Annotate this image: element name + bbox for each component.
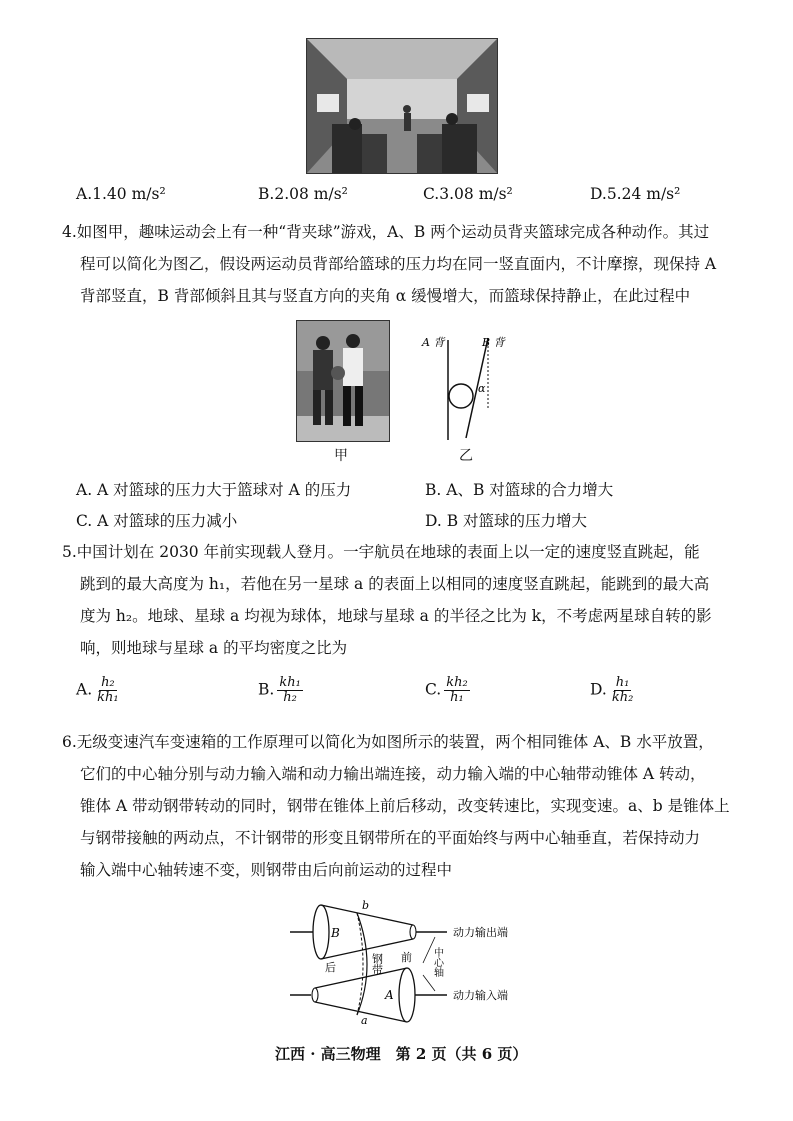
label-point-b: b bbox=[362, 899, 370, 912]
top-option-d: D.5.24 m/s² bbox=[590, 185, 681, 203]
train-interior-photo bbox=[306, 38, 498, 174]
q5-line-4: 响，则地球与星球 a 的平均密度之比为 bbox=[80, 639, 348, 657]
label-input-end: 动力输入端 bbox=[453, 989, 508, 1002]
q4-line-2: 程可以简化为图乙，假设两运动员背部给篮球的压力均在同一竖直面内，不计摩擦，现保持 A bbox=[80, 255, 717, 273]
top-option-c: C.3.08 m/s² bbox=[423, 185, 513, 203]
q6-line-4: 与钢带接触的两动点，不计钢带的形变且钢带所在的平面始终与两中心轴垂直，若保持动力 bbox=[80, 829, 701, 847]
q4-option-a: A. A 对篮球的压力大于篮球对 A 的压力 bbox=[76, 481, 352, 499]
q5-line-2: 跳到的最大高度为 h₁，若他在另一星球 a 的表面上以相同的速度竖直跳起，能跳到的最大高 bbox=[80, 575, 710, 593]
q5-option-a: A. $\frac{\text{h₂}}{\text{kh₁}}$ bbox=[76, 675, 119, 705]
top-option-b: B.2.08 m/s² bbox=[258, 185, 348, 203]
players-illustration bbox=[297, 321, 389, 441]
back-ball-game-photo bbox=[296, 320, 390, 442]
label-cone-a: A bbox=[385, 988, 394, 1002]
axis-leader-bottom bbox=[423, 975, 435, 991]
page-footer: 江西 · 高三物理 第 2 页（共 6 页） bbox=[275, 1045, 528, 1063]
q6-line-5: 输入端中心轴转速不变，则钢带由后向前运动的过程中 bbox=[80, 861, 453, 879]
q6-line-3: 锥体 A 带动钢带转动的同时，钢带在锥体上前后移动，改变转速比，实现变速。a、b 是锥体上 bbox=[80, 797, 730, 815]
label-b-back: B 背 bbox=[482, 336, 505, 349]
cvt-cone-diagram bbox=[285, 895, 555, 1025]
basketball-circle bbox=[449, 384, 473, 408]
q4-line-1: 4.如图甲，趣味运动会上有一种“背夹球”游戏，A、B 两个运动员背夹篮球完成各种动作。其过 bbox=[62, 223, 710, 241]
back-ball-diagram bbox=[416, 330, 526, 442]
q5-option-c: C. $\frac{\text{kh₂}}{\text{h₁}}$ bbox=[425, 675, 468, 705]
label-cone-b: B bbox=[331, 926, 340, 940]
label-alpha: α bbox=[478, 382, 486, 395]
q5-option-d: D. $\frac{\text{h₁}}{\text{kh₂}}$ bbox=[590, 675, 634, 705]
train-interior-illustration bbox=[307, 39, 497, 173]
q4-option-c: C. A 对篮球的压力减小 bbox=[76, 512, 238, 530]
label-output-end: 动力输出端 bbox=[453, 926, 508, 939]
q6-line-1: 6.无级变速汽车变速箱的工作原理可以简化为如图所示的装置，两个相同锥体 A、B 水平放置， bbox=[62, 733, 714, 751]
label-a-back: A 背 bbox=[422, 336, 445, 349]
q5-line-3: 度为 h₂。地球、星球 a 均视为球体，地球与星球 a 的半径之比为 k，不考虑两星球自转的影 bbox=[80, 607, 712, 625]
q4-option-b: B. A、B 对篮球的合力增大 bbox=[425, 481, 614, 499]
q5-line-1: 5.中国计划在 2030 年前实现载人登月。一宇航员在地球的表面上以一定的速度竖直跳起，能 bbox=[62, 543, 700, 561]
fig-yi-caption: 乙 bbox=[459, 448, 473, 464]
label-point-a: a bbox=[361, 1014, 368, 1025]
fig-jia-caption: 甲 bbox=[334, 448, 348, 464]
q6-line-2: 它们的中心轴分别与动力输入端和动力输出端连接，动力输入端的中心轴带动锥体 A 转动， bbox=[80, 765, 706, 783]
top-option-a: A.1.40 m/s² bbox=[76, 185, 166, 203]
q4-option-d: D. B 对篮球的压力增大 bbox=[425, 512, 588, 530]
cone-b-base bbox=[313, 905, 329, 959]
steel-belt-front bbox=[357, 913, 367, 1015]
cone-a-tip bbox=[312, 988, 318, 1002]
label-front: 前 bbox=[401, 951, 412, 964]
cone-a-base bbox=[399, 968, 415, 1022]
q5-option-b: B. $\frac{\text{kh₁}}{\text{h₂}}$ bbox=[258, 675, 301, 705]
label-center-axis: 中心轴 bbox=[431, 947, 443, 977]
cone-b-tip bbox=[410, 925, 416, 939]
label-back: 后 bbox=[325, 961, 336, 974]
q4-line-3: 背部竖直，B 背部倾斜且其与竖直方向的夹角 α 缓慢增大，而篮球保持静止，在此过程中 bbox=[80, 287, 691, 305]
label-steel-belt: 钢带 bbox=[370, 953, 384, 975]
